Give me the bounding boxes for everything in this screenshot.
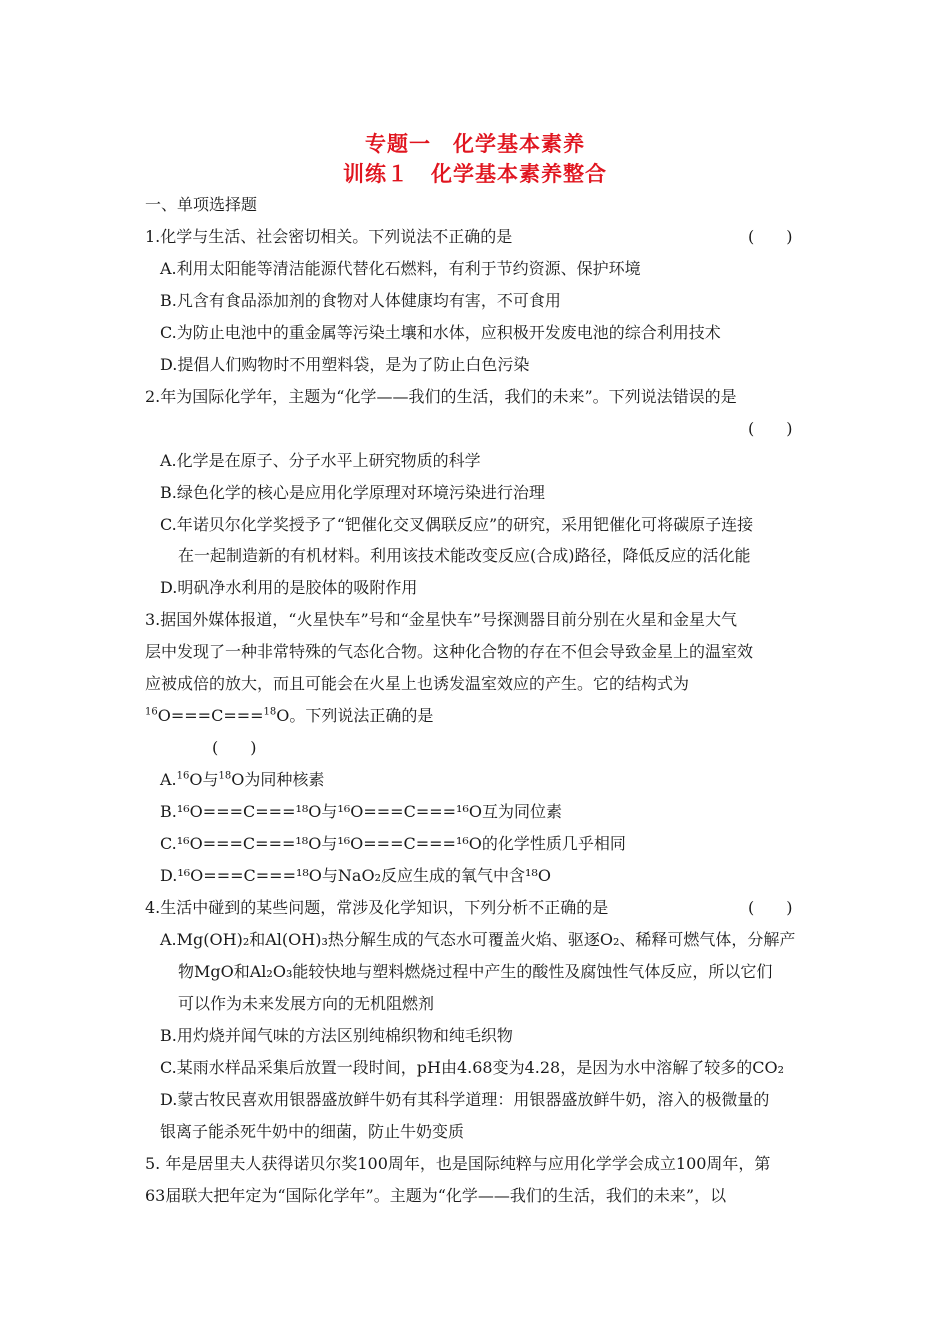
- question-3-stem-line-1: 3.据国外媒体报道，“火星快车”号和“金星快车”号探测器目前分别在火星和金星大气: [145, 610, 737, 629]
- question-3-option-d: D.¹⁶O===C===¹⁸O与NaO₂反应生成的氧气中含¹⁸O: [160, 866, 551, 885]
- question-1-stem: 1.化学与生活、社会密切相关。下列说法不正确的是: [145, 227, 513, 246]
- question-1-option-b: B.凡含有食品添加剂的食物对人体健康均有害，不可食用: [160, 291, 561, 310]
- answer-blank: ( ): [748, 227, 793, 246]
- question-1-option-c: C.为防止电池中的重金属等污染土壤和水体，应积极开发废电池的综合利用技术: [160, 323, 721, 342]
- question-3-stem-line-3: 应被成倍的放大，而且可能会在火星上也诱发温室效应的产生。它的结构式为: [145, 674, 690, 693]
- answer-blank: ( ): [748, 419, 793, 438]
- question-1-option-d: D.提倡人们购物时不用塑料袋，是为了防止白色污染: [160, 355, 530, 374]
- question-3-option-a: A.$^{16}$O与$^{18}$O为同种核素: [160, 770, 325, 789]
- question-2-option-d: D.明矾净水利用的是胶体的吸附作用: [160, 578, 418, 597]
- question-4-option-a-cont-2: 可以作为未来发展方向的无机阻燃剂: [178, 994, 435, 1013]
- question-3-option-c: C.¹⁶O===C===¹⁸O与¹⁶O===C===¹⁶O的化学性质几乎相同: [160, 834, 626, 853]
- question-2-stem: 2.年为国际化学年，主题为“化学——我们的生活，我们的未来”。下列说法错误的是: [145, 387, 737, 406]
- question-3-option-b: B.¹⁶O===C===¹⁸O与¹⁶O===C===¹⁶O互为同位素: [160, 802, 562, 821]
- question-5-stem-line-2: 63届联大把年定为“国际化学年”。主题为“化学——我们的生活，我们的未来”，以: [145, 1186, 727, 1205]
- question-4-stem: 4.生活中碰到的某些问题，常涉及化学知识，下列分析不正确的是: [145, 898, 609, 917]
- question-4-option-c: C.某雨水样品采集后放置一段时间，pH由4.68变为4.28，是因为水中溶解了较多的CO₂: [160, 1058, 784, 1077]
- question-4-option-a-cont-1: 物MgO和Al₂O₃能较快地与塑料燃烧过程中产生的酸性及腐蚀性气体反应，所以它们: [178, 962, 773, 981]
- question-3-stem-line-4: $^{16}$O===C===$^{18}$O。下列说法正确的是: [145, 706, 434, 725]
- page-subtitle: 训练１ 化学基本素养整合: [343, 162, 607, 186]
- question-3-stem-line-2: 层中发现了一种非常特殊的气态化合物。这种化合物的存在不但会导致金星上的温室效: [145, 642, 754, 661]
- question-2-option-b: B.绿色化学的核心是应用化学原理对环境污染进行治理: [160, 483, 545, 502]
- answer-blank: ( ): [212, 738, 257, 757]
- answer-blank: ( ): [748, 898, 793, 917]
- page-title: 专题一 化学基本素养: [365, 132, 585, 156]
- section-heading: 一、单项选择题: [145, 195, 258, 214]
- question-2-option-c-cont: 在一起制造新的有机材料。利用该技术能改变反应(合成)路径，降低反应的活化能: [178, 546, 751, 565]
- question-5-stem-line-1: 5. 年是居里夫人获得诺贝尔奖100周年，也是国际纯粹与应用化学学会成立100周年，第: [145, 1154, 771, 1173]
- question-4-option-a: A.Mg(OH)₂和Al(OH)₃热分解生成的气态水可覆盖火焰、驱逐O₂、稀释可燃气体，分解产: [160, 930, 796, 949]
- question-2-option-c: C.年诺贝尔化学奖授予了“钯催化交叉偶联反应”的研究，采用钯催化可将碳原子连接: [160, 515, 754, 534]
- question-1-option-a: A.利用太阳能等清洁能源代替化石燃料，有利于节约资源、保护环境: [160, 259, 641, 278]
- question-2-option-a: A.化学是在原子、分子水平上研究物质的科学: [160, 451, 481, 470]
- question-4-option-d-cont: 银离子能杀死牛奶中的细菌，防止牛奶变质: [160, 1122, 465, 1141]
- question-4-option-d: D.蒙古牧民喜欢用银器盛放鲜牛奶有其科学道理：用银器盛放鲜牛奶，溶入的极微量的: [160, 1090, 770, 1109]
- question-4-option-b: B.用灼烧并闻气味的方法区别纯棉织物和纯毛织物: [160, 1026, 513, 1045]
